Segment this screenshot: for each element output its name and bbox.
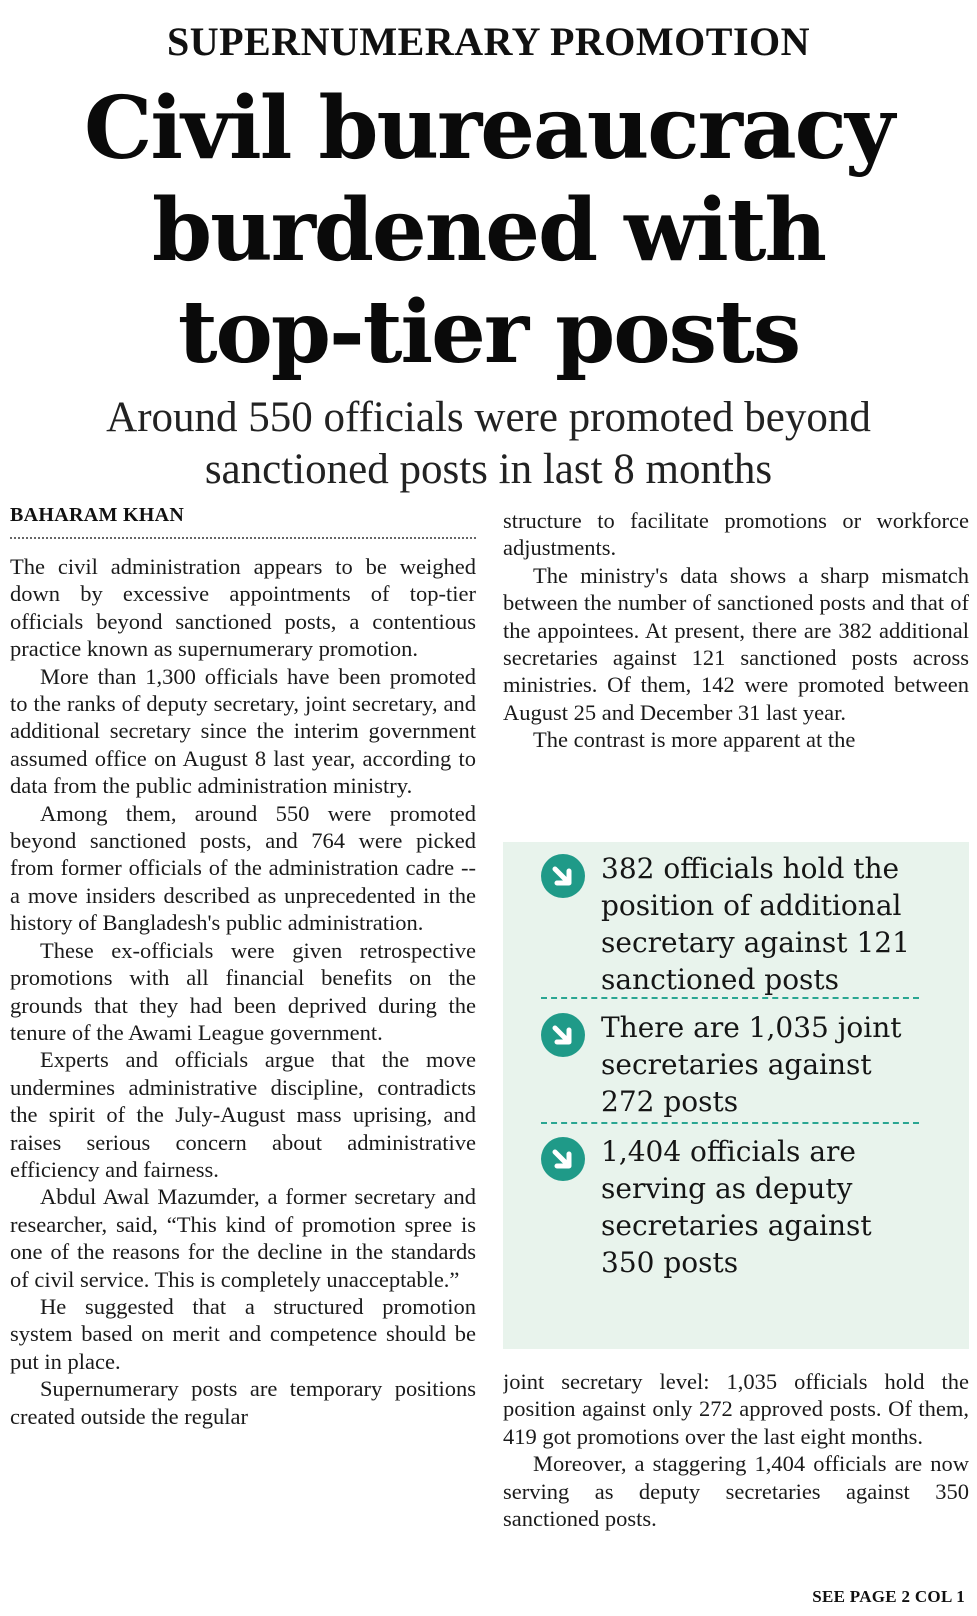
- right-column-bottom: [503, 1368, 969, 1564]
- highlight-line: secretary against 121: [601, 926, 910, 959]
- highlight-line: 1,404 officials are: [601, 1135, 856, 1168]
- highlight-divider: [541, 997, 919, 999]
- highlight-divider: [541, 1122, 919, 1124]
- paragraph: The civil administration appears to be weighed down by excessive appointments of top-tier officials beyond sanctioned posts, a contentious practice known as supernumerary promotion.: [10, 554, 476, 662]
- paragraph: He suggested that a structured promotion system based on merit and competence should be put in place.: [10, 1293, 476, 1374]
- paragraph: Moreover, a staggering 1,404 officials are now serving as deputy secretaries against 350 sanctioned posts.: [503, 1451, 969, 1532]
- highlight-text: [601, 1009, 951, 1120]
- highlight-text: [601, 850, 951, 998]
- kicker: SUPERNUMERARY PROMOTION: [166, 19, 811, 64]
- paragraph: Abdul Awal Mazumder, a former secretary and researcher, said, “This kind of promotion spree is one of the reasons for the decline in the standards of civil service. This is completely unacceptable.”: [10, 1184, 476, 1292]
- highlights-box: [503, 842, 969, 1349]
- subheadline: [0, 392, 977, 496]
- highlight-line: serving as deputy: [601, 1172, 853, 1205]
- highlight-line: position of additional: [601, 889, 902, 922]
- arrow-icon: [541, 1013, 585, 1057]
- byline: BAHARAM KHAN: [10, 504, 185, 526]
- highlight-line: 272 posts: [601, 1085, 739, 1118]
- paragraph: These ex-officials were given retrospective promotions with all financial benefits on the grounds that they had been deprived during the tenure of the Awami League government.: [10, 937, 476, 1045]
- headline-line-3: top-tier posts: [177, 282, 800, 383]
- highlight-line: secretaries against: [601, 1048, 872, 1081]
- highlight-line: 382 officials hold the: [601, 852, 900, 885]
- highlight-line: sanctioned posts: [601, 963, 840, 996]
- paragraph: joint secretary level: 1,035 officials hold the position against only 272 approved posts. Of them, 419 got promotions over the last eight months.: [503, 1369, 969, 1449]
- headline-line-1: Civil bureaucracy: [83, 78, 894, 179]
- left-column: [10, 553, 476, 1608]
- subheadline-line-1: Around 550 officials were promoted beyond: [106, 394, 871, 441]
- headline-line-2: burdened with: [151, 180, 826, 281]
- highlight-text: [601, 1133, 951, 1281]
- highlight-line: secretaries against: [601, 1209, 872, 1242]
- arrow-icon: [541, 1137, 585, 1181]
- paragraph: structure to facilitate promotions or workforce adjustments.: [503, 508, 969, 561]
- right-column-top: [503, 507, 969, 807]
- paragraph: Experts and officials argue that the move undermines administrative discipline, contradicts the spirit of the July-August mass uprising, and raises serious concern about administrative efficiency and fairness.: [10, 1047, 476, 1182]
- paragraph: Supernumerary posts are temporary positions created outside the regular: [10, 1376, 476, 1429]
- paragraph: The contrast is more apparent at the: [533, 727, 856, 753]
- paragraph: More than 1,300 officials have been promoted to the ranks of deputy secretary, joint secretary, and additional secretary since the interim government assumed office on August 8 last year, according to data from the public administration ministry.: [10, 663, 476, 799]
- highlight-line: 350 posts: [601, 1246, 739, 1279]
- subheadline-line-2: sanctioned posts in last 8 months: [204, 446, 773, 493]
- byline-divider: [10, 537, 476, 539]
- arrow-icon: [541, 854, 585, 898]
- jump-line[interactable]: SEE PAGE 2 COL 1: [812, 1587, 965, 1606]
- paragraph: The ministry's data shows a sharp mismatch between the number of sanctioned posts and that of the appointees. At present, there are 382 additional secretaries against 121 sanctioned posts across ministries. Of them, 142 were promoted between August 25 and December 31 last year.: [503, 562, 969, 725]
- highlight-line: There are 1,035 joint: [601, 1011, 902, 1044]
- paragraph: Among them, around 550 were promoted beyond sanctioned posts, and 764 were picked from former officials of the administration cadre -- a move insiders described as unprecedented in the history of Bangladesh's public administration.: [10, 800, 476, 936]
- headline: [0, 78, 977, 384]
